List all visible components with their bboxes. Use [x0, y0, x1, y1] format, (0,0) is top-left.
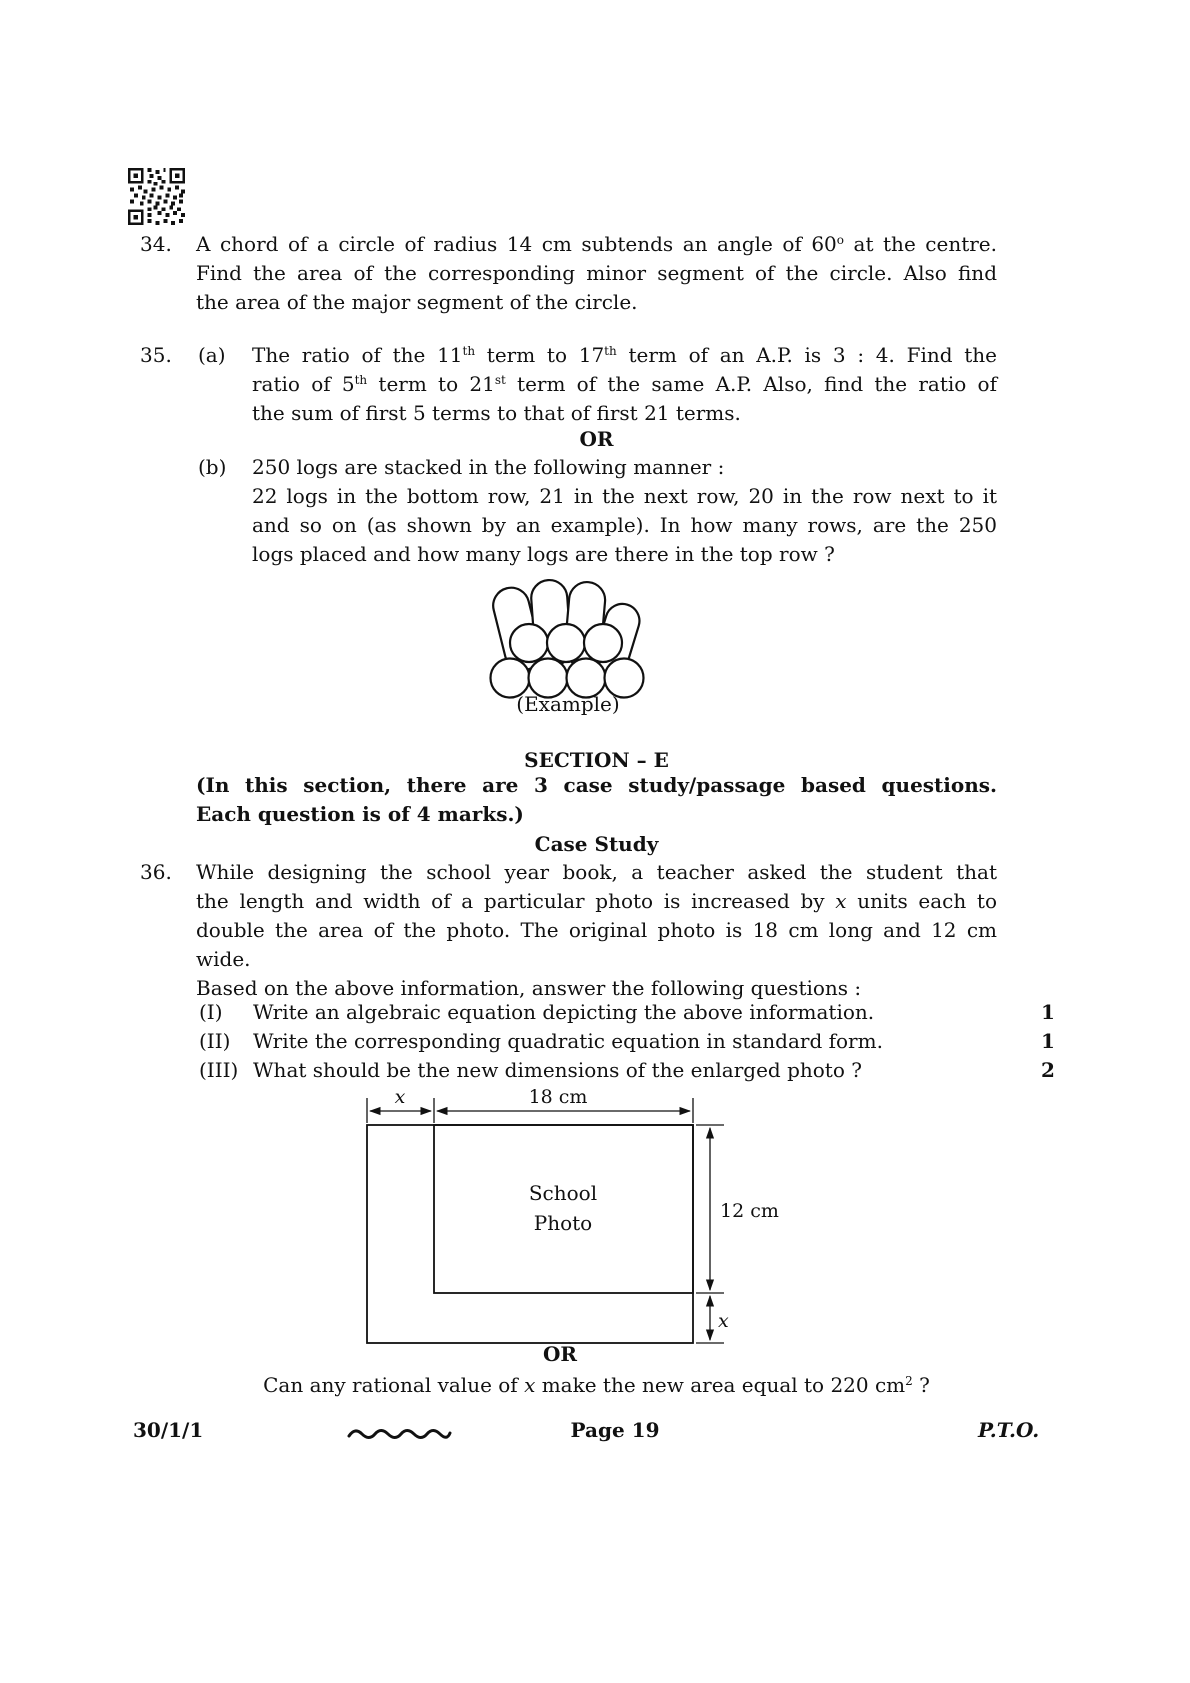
- section-e-heading: SECTION – E: [524, 748, 669, 772]
- paper-code: 30/1/1: [133, 1418, 204, 1442]
- question-34-line: A chord of a circle of radius 14 cm subtends an angle of 60$^o$ at the centre.: [196, 232, 998, 256]
- question-36-or-text: Can any rational value of x make the new area equal to 220 $cm^2$ ?: [263, 1373, 930, 1397]
- question-35b-label: (b): [198, 455, 227, 479]
- question-36: [140, 858, 1000, 1003]
- school-photo-figure: [330, 1080, 790, 1360]
- subquestion-number: (I): [199, 1000, 223, 1024]
- case-study-heading: Case Study: [534, 832, 659, 856]
- subquestion-text: What should be the new dimensions of the enlarged photo ?: [253, 1058, 862, 1082]
- logs-figure-caption: (Example): [516, 692, 620, 716]
- question-35-number: 35.: [140, 343, 172, 367]
- question-35a-line: The ratio of the 11th term to 17th term of an A.P. is 3 : 4. Find the: [252, 343, 998, 367]
- subquestion-text: Write an algebraic equation depicting the above information.: [253, 1000, 875, 1024]
- question-35b: [198, 453, 1008, 569]
- question-36-number: 36.: [140, 860, 172, 884]
- or-separator-2: OR: [542, 1342, 578, 1366]
- or-separator-1: OR: [579, 427, 614, 451]
- pto-label: P.T.O.: [978, 1418, 1040, 1442]
- question-36-line: double the area of the photo. The original photo is 18 cm long and 12 cm: [196, 918, 997, 942]
- question-36-line: the length and width of a particular photo is increased by x units each to: [196, 889, 997, 913]
- figure-height-label: 12 cm: [720, 1200, 779, 1222]
- question-35b-line: 22 logs in the bottom row, 21 in the next row, 20 in the row next to it: [252, 484, 997, 508]
- subquestion-row: [199, 1027, 1069, 1056]
- subquestion-row: [199, 998, 1069, 1027]
- photo-label-line2: Photo: [533, 1211, 593, 1235]
- section-e-note: [196, 771, 997, 829]
- marks-value: 1: [1041, 1029, 1055, 1053]
- section-e-note-line: Each question is of 4 marks.): [196, 802, 524, 826]
- question-36-line: While designing the school year book, a teacher asked the student that: [196, 860, 997, 884]
- question-35b-line: and so on (as shown by an example). In how many rows, are the 250: [252, 513, 997, 537]
- question-35b-line: 250 logs are stacked in the following manner :: [252, 455, 725, 479]
- marks-value: 1: [1041, 1000, 1055, 1024]
- figure-x-label-right: x: [718, 1310, 729, 1332]
- question-36-line: wide.: [196, 947, 251, 971]
- subquestion-number: (III): [199, 1058, 239, 1082]
- question-34: [140, 230, 1000, 317]
- figure-x-label-top: x: [394, 1086, 406, 1108]
- question-34-line: Find the area of the corresponding minor segment of the circle. Also find: [196, 261, 997, 285]
- question-34-number: 34.: [140, 232, 172, 256]
- question-35a-label: (a): [198, 343, 226, 367]
- qr-code: [128, 168, 185, 230]
- marks-value: 2: [1041, 1058, 1055, 1082]
- question-36-line: Based on the above information, answer the following questions :: [196, 976, 862, 1000]
- photo-label-line1: School: [528, 1181, 598, 1205]
- question-35a: [140, 341, 1000, 428]
- squiggle-divider: [346, 1424, 454, 1448]
- question-35a-line: ratio of 5th term to 21st term of the same A.P. Also, find the ratio of: [252, 372, 998, 396]
- logs-stack-figure: [487, 577, 652, 707]
- page-number: Page 19: [570, 1418, 660, 1442]
- section-e-note-line: (In this section, there are 3 case study/passage based questions.: [196, 773, 997, 797]
- question-36-subquestions: [199, 998, 1069, 1085]
- subquestion-number: (II): [199, 1029, 231, 1053]
- question-35a-line: the sum of first 5 terms to that of first 21 terms.: [252, 401, 741, 425]
- question-34-line: the area of the major segment of the circle.: [196, 290, 638, 314]
- question-35b-line: logs placed and how many logs are there in the top row ?: [252, 542, 835, 566]
- subquestion-text: Write the corresponding quadratic equation in standard form.: [253, 1029, 883, 1053]
- figure-width-label: 18 cm: [528, 1086, 588, 1108]
